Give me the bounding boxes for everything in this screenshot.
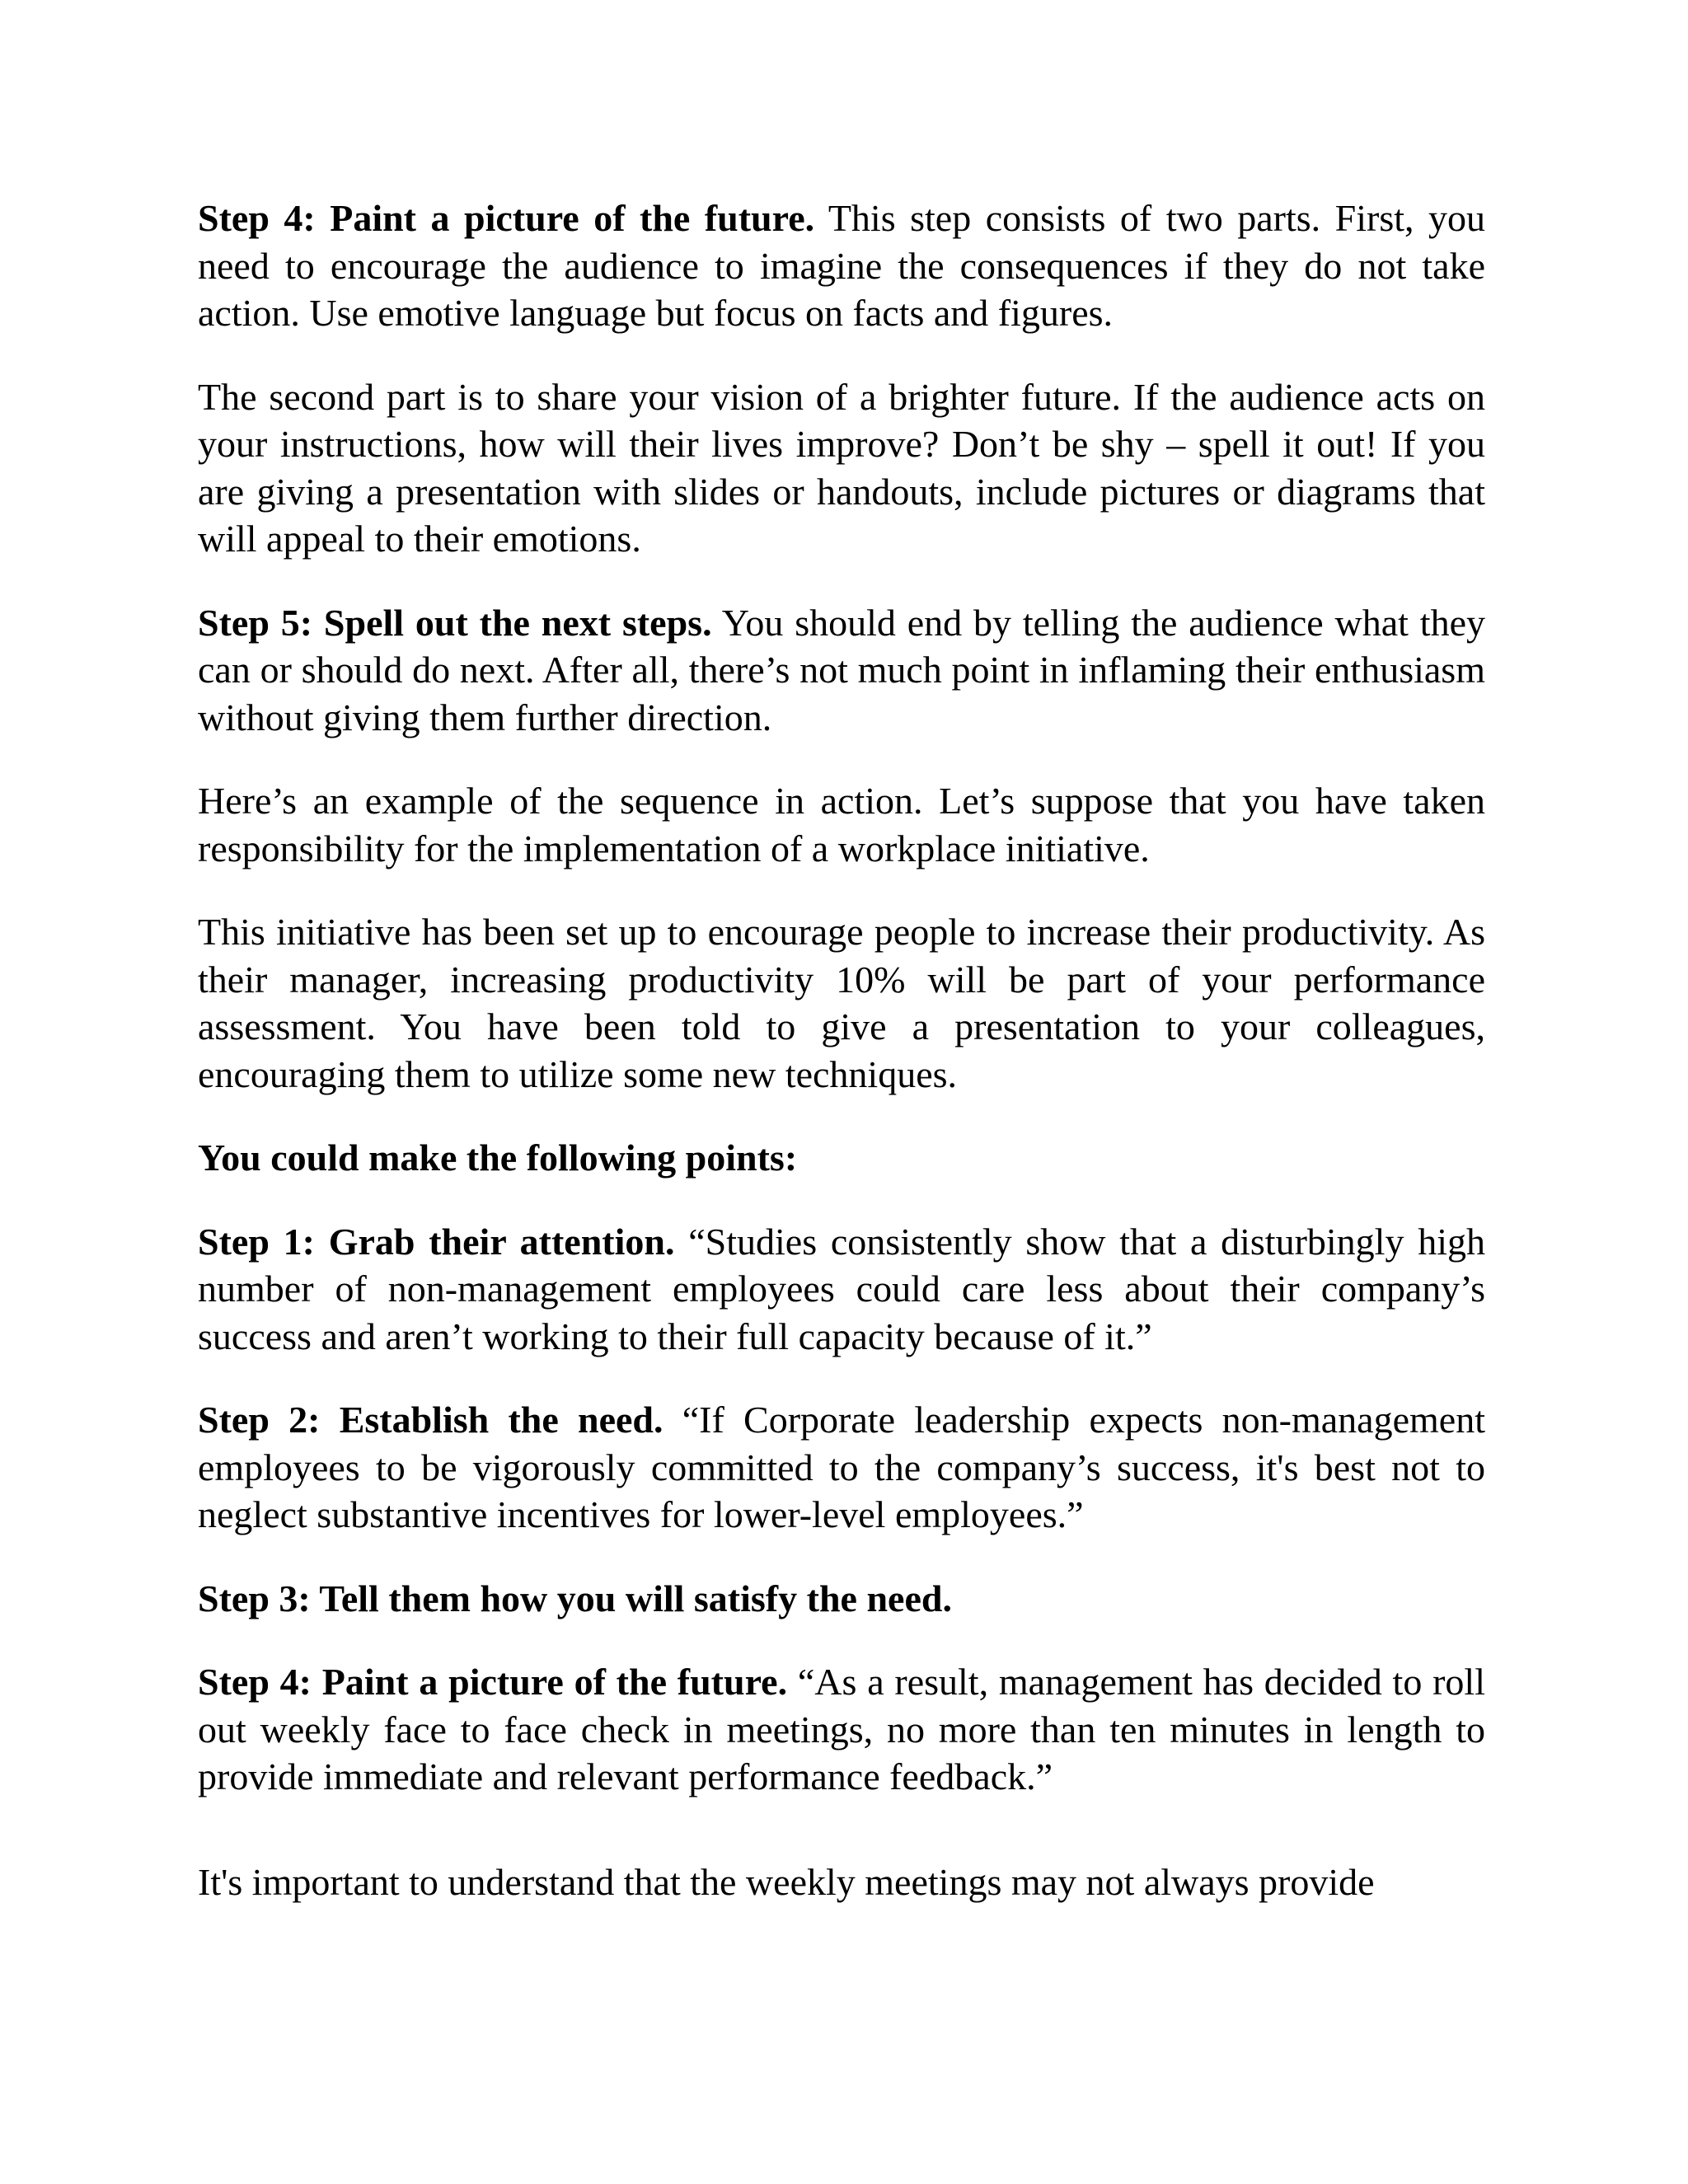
paragraph-initiative bbox=[198, 908, 1485, 1098]
document-page bbox=[198, 194, 1485, 1942]
paragraph-step5 bbox=[198, 599, 1485, 742]
heading-step3: Step 3: Tell them how you will satisfy the need. bbox=[198, 1577, 952, 1619]
paragraph-lead: Step 4: Paint a picture of the future. bbox=[198, 1661, 788, 1703]
paragraph-brighter-future bbox=[198, 373, 1485, 563]
paragraph-text: “Studies consistently show that a disturbingly high number of non-management employees could care less about their company’s success and aren’t working to their full capacity because of it.” bbox=[198, 1220, 1485, 1357]
paragraph-text: You should end by telling the audience what they can or should do next. After all, there’s not much point in inflaming their enthusiasm without giving them further direction. bbox=[198, 601, 1485, 738]
paragraph-weekly-meetings bbox=[198, 1858, 1485, 1906]
paragraph-step2 bbox=[198, 1396, 1485, 1539]
paragraph-text: The second part is to share your vision of a brighter future. If the audience acts on your instructions, how will their lives improve? Don’t be shy – spell it out! If you are giving a presentation with slides or handouts, include pictures or diagrams that will appeal to their emotions. bbox=[198, 375, 1485, 560]
paragraph-lead: Step 2: Establish the need. bbox=[198, 1399, 663, 1441]
paragraph-lead: Step 4: Paint a picture of the future. bbox=[198, 197, 815, 239]
paragraph-step4-example bbox=[198, 1658, 1485, 1801]
paragraph-lead: Step 5: Spell out the next steps. bbox=[198, 601, 712, 644]
paragraph-text: Here’s an example of the sequence in action. Let’s suppose that you have taken responsibility for the implementation of a workplace initiative. bbox=[198, 780, 1485, 869]
heading-following-points: You could make the following points: bbox=[198, 1137, 798, 1179]
paragraph-text: This step consists of two parts. First, you need to encourage the audience to imagine the consequences if they do not take action. Use emotive language but focus on facts and figures. bbox=[198, 197, 1486, 334]
paragraph-text: It's important to understand that the weekly meetings may not always provide bbox=[198, 1860, 1375, 1903]
paragraph-step4-intro bbox=[198, 194, 1485, 337]
paragraph-lead: Step 1: Grab their attention. bbox=[198, 1220, 675, 1263]
paragraph-step1 bbox=[198, 1218, 1485, 1361]
paragraph-text: “As a result, management has decided to roll out weekly face to face check in meetings, no more than ten minutes in length to provide immediate and relevant performance feedback.” bbox=[198, 1661, 1485, 1797]
paragraph-text: “If Corporate leadership expects non-management employees to be vigorously committed to the company’s success, it's best not to neglect substantive incentives for lower-level employees.” bbox=[198, 1399, 1485, 1535]
paragraph-text: This initiative has been set up to encourage people to increase their productivity. As their manager, increasing productivity 10% will be part of your performance assessment. You have been told to give a presentation to your colleagues, encouraging them to utilize some new techniques. bbox=[198, 911, 1485, 1095]
paragraph-example bbox=[198, 777, 1485, 872]
